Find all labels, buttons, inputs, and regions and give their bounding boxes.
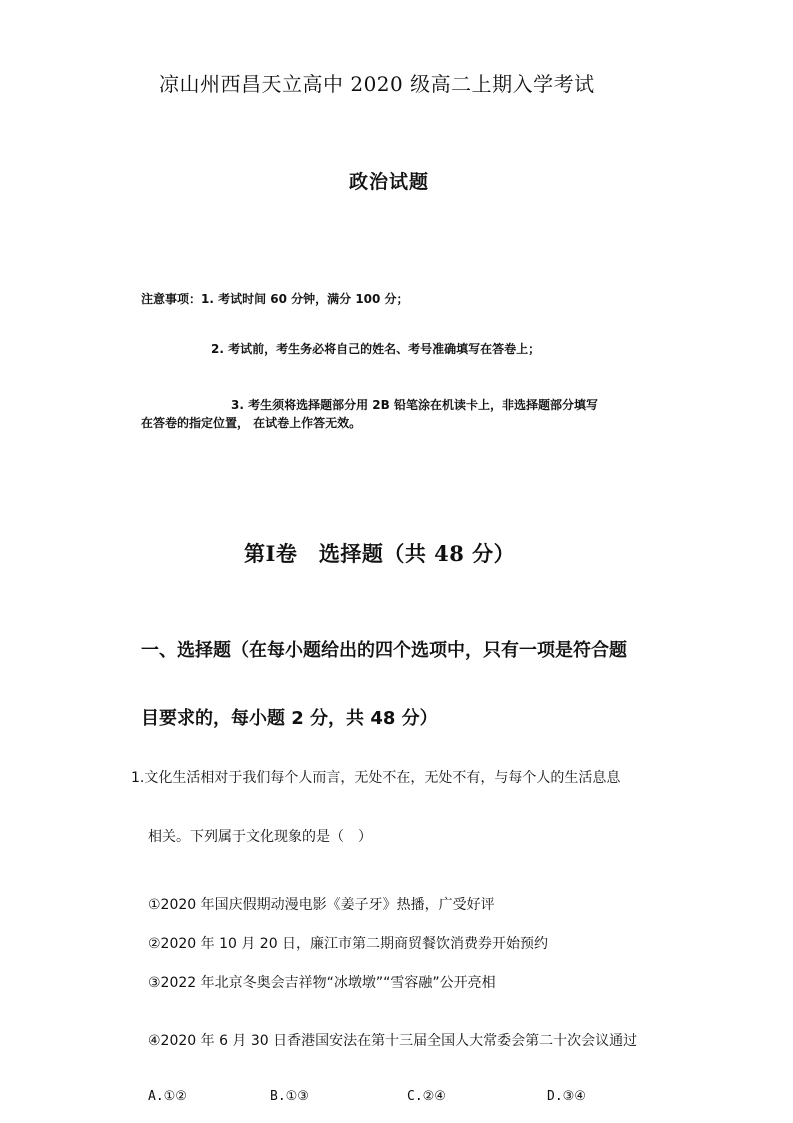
choice-a: A.①② — [148, 1089, 187, 1104]
statement-3: ③2022 年北京冬奥会吉祥物“冰墩墩”“雪容融”公开亮相 — [148, 975, 496, 991]
statement-2: ②2020 年 10 月 20 日，廉江市第二期商贸餐饮消费券开始预约 — [148, 936, 549, 952]
choice-b: B.①③ — [270, 1089, 309, 1104]
choice-c: C.②④ — [407, 1089, 446, 1104]
section-heading: 第Ⅰ卷 选择题（共 48 分） — [244, 541, 516, 566]
part-instructions: 一、选择题（在每小题给出的四个选项中，只有一项是符合题 — [141, 640, 627, 661]
choice-d: D.③④ — [547, 1089, 586, 1104]
notice-item-2: 2. 考试前，考生务必将自己的姓名、考号准确填写在答卷上； — [211, 342, 541, 356]
question-stem: 1.文化生活相对于我们每个人而言，无处不在，无处不有，与每个人的生活息息 — [131, 770, 621, 786]
notice-item-3: 3. 考生须将选择题部分用 2B 铅笔涂在机读卡上，非选择题部分填写 — [231, 398, 598, 412]
notice-item-3-cont: 在答卷的指定位置， 在试卷上作答无效。 — [141, 416, 362, 430]
subject-title: 政治试题 — [349, 171, 430, 193]
question-stem-cont: 相关。下列属于文化现象的是（ ） — [148, 829, 372, 845]
part-instructions-cont: 目要求的，每小题 2 分，共 48 分） — [141, 708, 438, 729]
statement-4: ④2020 年 6 月 30 日香港国安法在第十三届全国人大常委会第二十次会议通过 — [148, 1033, 638, 1049]
statement-1: ①2020 年国庆假期动漫电影《姜子牙》热播，广受好评 — [148, 897, 495, 913]
notice-item-1: 注意事项：1. 考试时间 60 分钟，满分 100 分； — [141, 292, 409, 306]
exam-title: 凉山州西昌天立高中 2020 级高二上期入学考试 — [159, 72, 595, 96]
